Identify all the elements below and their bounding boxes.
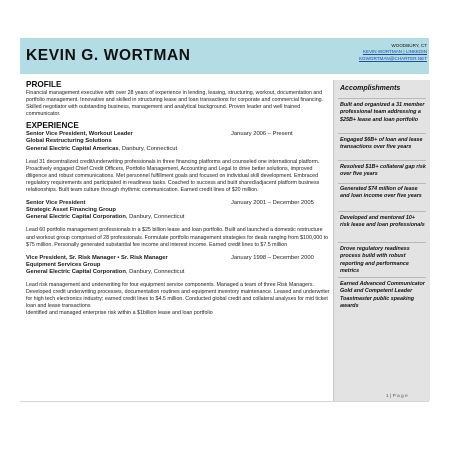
job-extra-line: Identified and managed enterprise risk within a $1billion lease and loan portfolio — [26, 310, 213, 317]
job-description: Lead 31 decentralized credit/underwriting professionals in three financing platforms and counseled one international platform. Proactively engaged Chief Credit Officers, Portfolio Management, Accounting and Legal to drive better solutions, improved diligence and robust communications. Met personnel fulfillment goals and focused on individual skill development. Embraced regulatory requirements and participated in readiness tasks. Coached to success and built shared/adjacent platform business relationships. Built team culture through rhythmic communication. Earned credit lines of $20 million. — [26, 158, 320, 194]
job-title: Senior Vice President, Workout Leader — [26, 131, 133, 138]
job-dates: January 2001 – December 2005 — [231, 200, 314, 207]
page-number: 1 | P a g e — [386, 394, 408, 399]
accomplishments-sidebar — [333, 80, 430, 401]
sidebar-divider — [338, 277, 426, 278]
job-company-line — [26, 214, 331, 221]
sidebar-divider — [338, 133, 426, 134]
job-description: Lead risk management and underwriting for four equipment service components. Managed a team of three Risk Managers. Developed credit underwriting processes, documentation routines and equipment inventory maintenance. Leased and underwriter for high tech electronics industry; earned credit lines to $4.5 million. Conducted global credit and collateral analyses for mid ticket loan and lease transactions — [26, 281, 330, 310]
footer-rule — [20, 401, 429, 402]
job-company-line — [26, 146, 331, 153]
accomplishment-item: Engaged $6B+ of loan and lease transactions over five years — [340, 137, 423, 151]
profile-text: Financial management executive with over 28 years of experience in lending, leasing, structuring, workout, documentation and portfolio management. Innovative and skilled in structuring lease and loan transactions for corporate and commercial financing. Skilled negotiator with outstanding business, management and analytical background. Proven leader and well trained communicator. — [26, 90, 324, 118]
job-company: General Electric Capital Corporation — [26, 268, 126, 275]
job-location: , Danbury, Connecticut — [118, 145, 178, 152]
location-text: WOODBURY, CT — [391, 43, 427, 48]
accomplishment-item: Resolved $1B+ collateral gap risk over five years — [340, 164, 426, 178]
header-band — [20, 38, 429, 74]
accomplishment-item: Generated $74 million of lease and loan income over five years — [340, 186, 422, 200]
linkedin-link[interactable]: KEVIN WORTMAN | LINKEDIN — [362, 49, 427, 55]
accomplishment-item: Built and organized a 31 member professional team addressing a $25B+ lease and loan portfolio — [340, 102, 425, 123]
job-division: Strategic Asset Financing Group — [26, 207, 116, 214]
job-entry — [26, 255, 331, 318]
sidebar-divider — [338, 242, 426, 243]
sidebar-divider — [338, 160, 426, 161]
main-column — [26, 80, 331, 317]
contact-block — [359, 43, 427, 62]
job-company-line — [26, 269, 331, 276]
accomplishment-item: Earned Advanced Communicator Gold and Competent Leader Toastmaster public speaking awards — [340, 281, 425, 309]
job-company: General Electric Capital Corporation — [26, 214, 126, 221]
accomplishment-item: Drove regulatory readiness process build with robust reporting and performance metrics — [340, 246, 410, 274]
job-title: Vice President, Sr. Risk Manager • Sr. Risk Manager — [26, 254, 168, 261]
candidate-name: KEVIN G. WORTMAN — [26, 47, 191, 64]
sidebar-divider — [338, 183, 426, 184]
email-link[interactable]: KGWORTMAN@CHARTER.NET — [358, 55, 427, 61]
sidebar-divider — [338, 211, 426, 212]
job-division: Global Restructuring Solutions — [26, 138, 112, 145]
job-dates: January 2006 – Present — [231, 131, 293, 138]
job-division: Equipment Services Group — [26, 261, 101, 268]
job-location: , Danbury, Connecticut — [125, 214, 185, 221]
job-location: , Danbury, Connecticut — [125, 268, 185, 275]
experience-heading: EXPERIENCE — [26, 121, 79, 131]
job-title: Senior Vice President — [26, 200, 86, 207]
job-entry — [26, 131, 331, 194]
sidebar-divider — [338, 98, 426, 99]
job-company: General Electric Capital Americas — [26, 145, 119, 152]
profile-heading: PROFILE — [26, 80, 62, 89]
accomplishments-title: Accomplishments — [340, 85, 401, 92]
job-entry — [26, 200, 331, 249]
accomplishment-item: Developed and mentored 10+ risk lease and loan professionals — [340, 215, 425, 229]
job-description: Lead 60 portfolio management professionals in a $25 billion lease and loan portfolio. Built and launched a domestic restructure and workout group comprised of 28 professionals. Formulate portfolio management strategies for deals ranging from $100,000 to $75 million. Personally generated substantial fee income and interest income. Earned credit lines to $7.5 million — [26, 227, 329, 248]
job-dates: January 1998 – December 2000 — [231, 254, 314, 261]
